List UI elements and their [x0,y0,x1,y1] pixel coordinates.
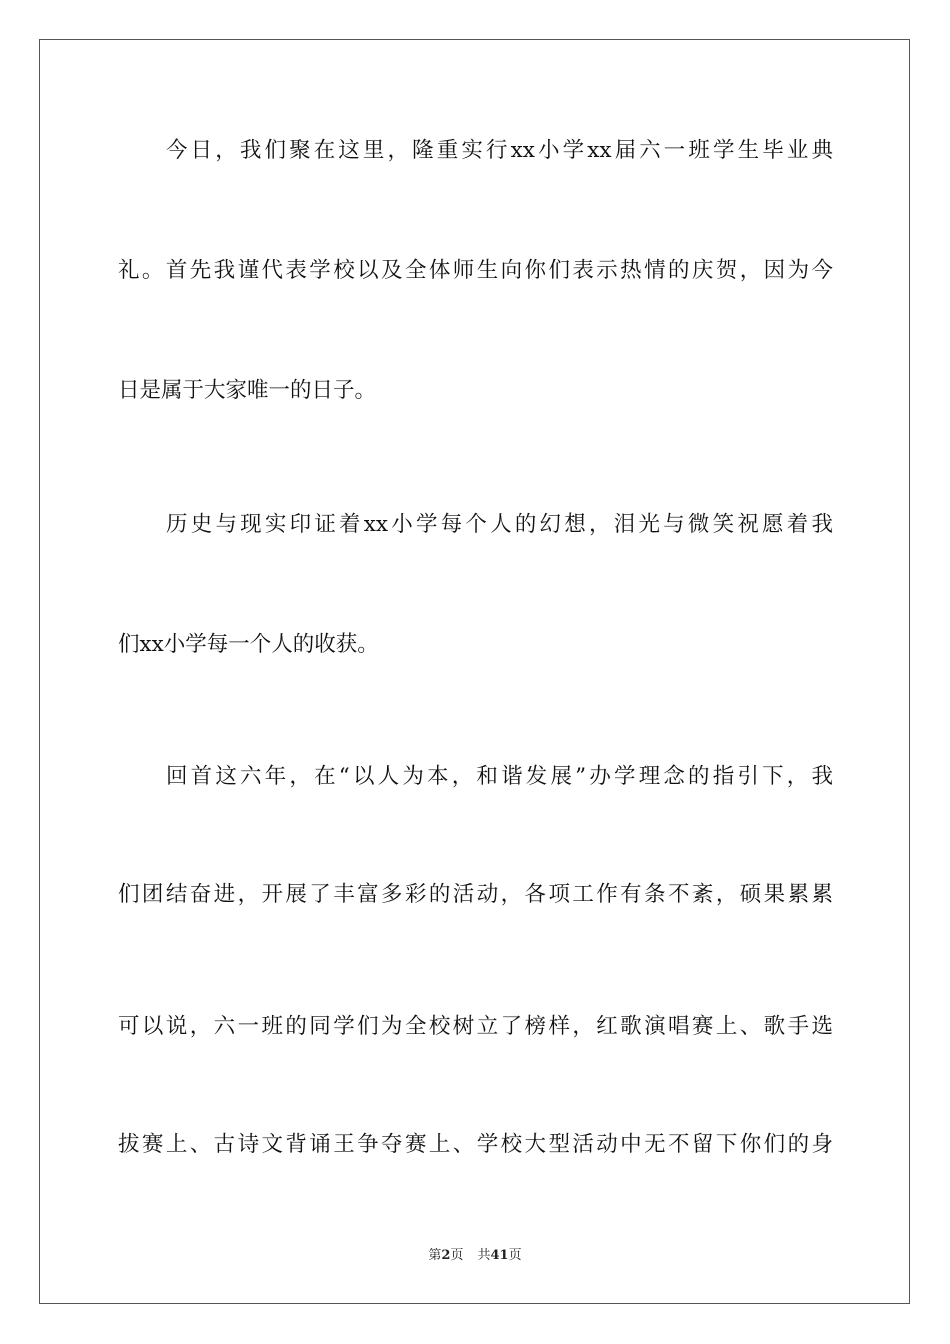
total-pages: 41 [490,1248,509,1263]
paragraph-3-line-3: 可以说，六一班的同学们为全校树立了榜样，红歌演唱赛上、歌手选 [118,1014,833,1039]
page-border [39,39,910,1304]
page-footer [0,1247,950,1265]
paragraph-2-line-2: 们xx小学每一个人的收获。 [118,632,379,657]
total-prefix: 共 [477,1248,491,1263]
paragraph-1-line-3: 日是属于大家唯一的日子。 [118,378,377,403]
paragraph-1-line-1: 今日，我们聚在这里，隆重实行xx小学xx届六一班学生毕业典 [166,138,833,163]
paragraph-3-line-2: 们团结奋进，开展了丰富多彩的活动，各项工作有条不紊，硕果累累 [118,882,833,907]
paragraph-1-line-2: 礼。首先我谨代表学校以及全体师生向你们表示热情的庆贺，因为今 [118,258,833,283]
paragraph-2-line-1: 历史与现实印证着xx小学每个人的幻想，泪光与微笑祝愿着我 [166,512,833,537]
page-suffix: 页 [450,1248,464,1263]
paragraph-3-line-1: 回首这六年，在“以人为本，和谐发展”办学理念的指引下，我 [166,764,833,789]
total-suffix: 页 [508,1248,522,1263]
page-prefix: 第 [428,1248,442,1263]
paragraph-3-line-4: 拔赛上、古诗文背诵王争夺赛上、学校大型活动中无不留下你们的身 [118,1132,833,1157]
page-number: 2 [441,1248,451,1263]
